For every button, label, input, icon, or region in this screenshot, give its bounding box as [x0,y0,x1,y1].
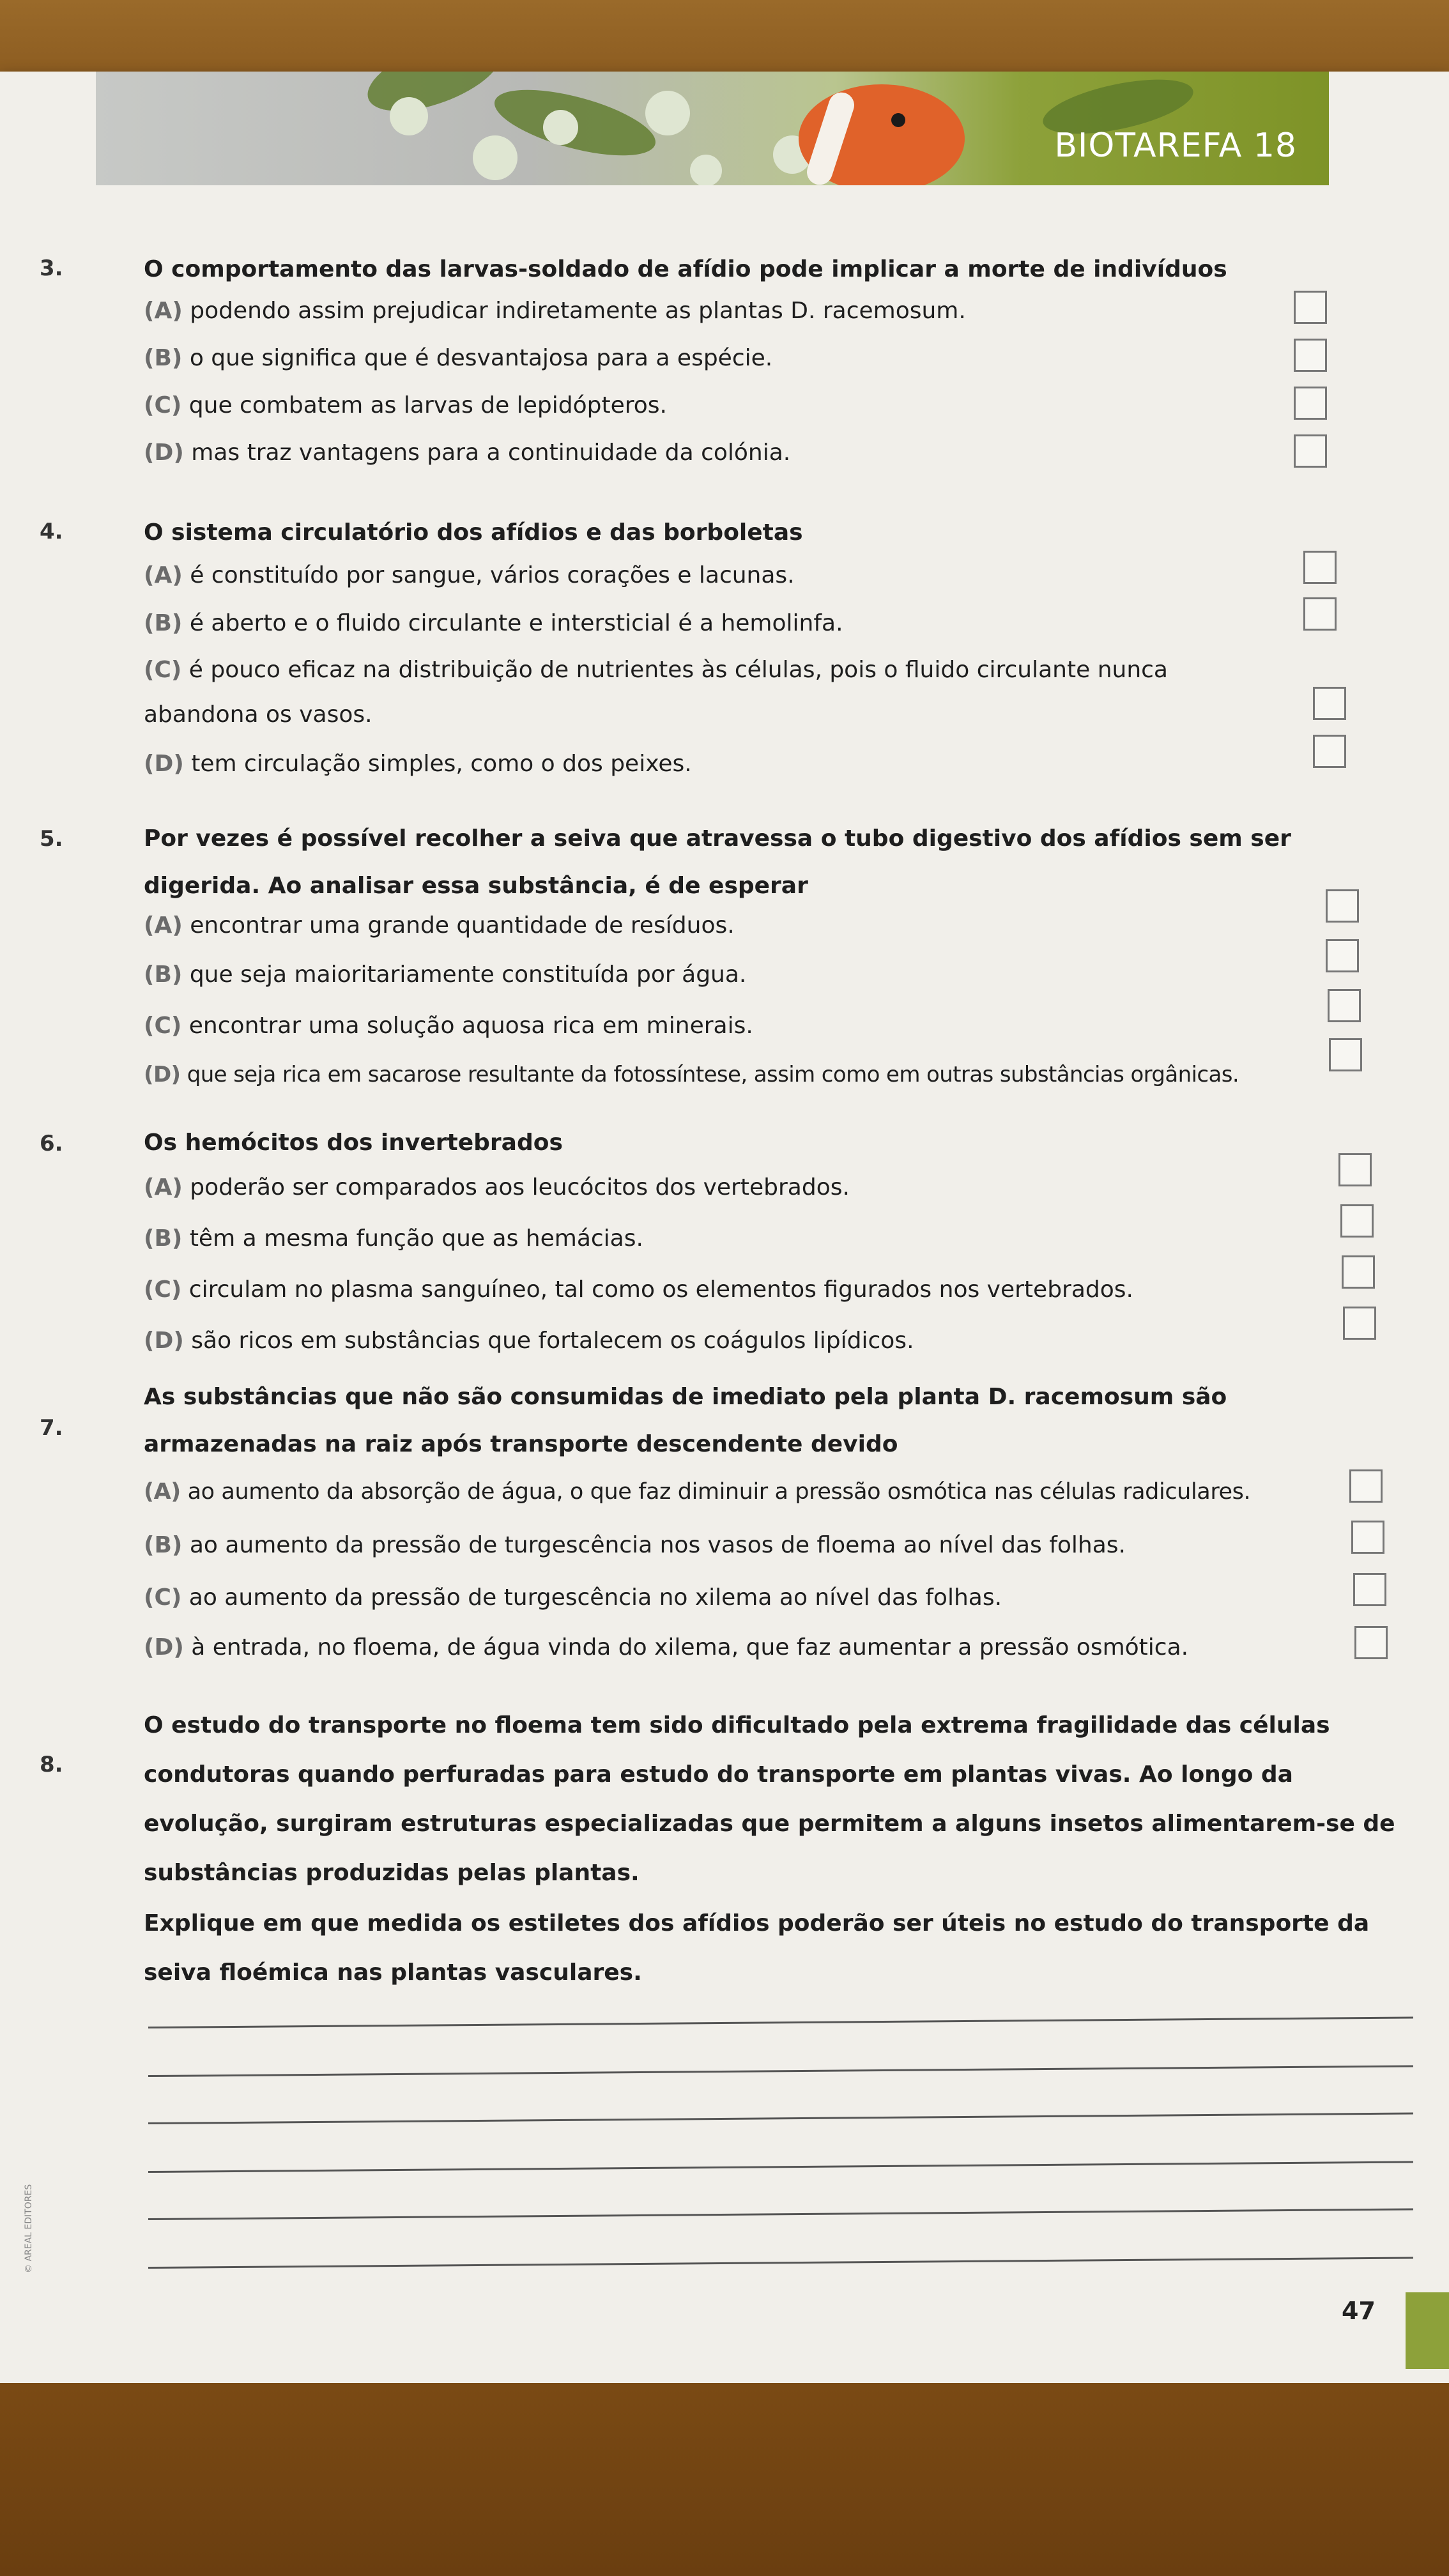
option-text: encontrar uma solução aquosa rica em minerais. [188,1013,753,1039]
option-text: à entrada, no floema, de água vinda do xilema, que faz aumentar a pressão osmótica. [191,1634,1189,1660]
option-text: mas traz vantagens para a continuidade da colónia. [191,440,791,466]
leaf-decoration [358,72,510,126]
option-label: (D) [144,751,184,777]
option-label: (B) [144,1225,183,1252]
option-label: (D) [144,1634,184,1660]
question-number: 6. [40,1131,63,1156]
answer-checkbox[interactable] [1303,551,1337,584]
question-prompt: Explique em que medida os estiletes dos afídios poderão ser úteis no estudo do transporte da seiva floémica nas plantas vasculares. [144,1910,1370,1986]
option-label: (A) [144,912,183,939]
option-label: (C) [144,1276,182,1303]
question-stem: Os hemócitos dos invertebrados [144,1130,563,1156]
option-b[interactable] [144,345,772,371]
bead-decoration [543,110,578,145]
question-number: 7. [40,1415,63,1441]
option-text: são ricos em substâncias que fortalecem os coágulos lipídicos. [191,1328,914,1354]
question-stem: As substâncias que não são consumidas de imediato pela planta D. racemosum são armazenadas na raiz após transporte descendente devido [144,1384,1227,1457]
option-text: ao aumento da pressão de turgescência no xilema ao nível das folhas. [188,1584,1002,1611]
option-c[interactable] [144,648,1268,737]
option-label: (A) [144,298,183,324]
option-b[interactable] [144,1532,1126,1558]
option-label: (C) [144,1584,182,1611]
option-label: (B) [144,1532,183,1558]
question-stem: O comportamento das larvas-soldado de afídio pode implicar a morte de indivíduos [144,256,1227,282]
option-a[interactable] [144,1479,1250,1505]
option-c[interactable] [144,1013,753,1039]
option-label: (D) [144,1062,181,1087]
option-d[interactable] [144,440,790,466]
option-text: circulam no plasma sanguíneo, tal como os elementos figurados nos vertebrados. [188,1276,1133,1303]
answer-checkbox[interactable] [1351,1521,1384,1554]
question-number: 3. [40,256,63,281]
option-label: (D) [144,440,184,466]
answer-checkbox[interactable] [1294,387,1327,420]
answer-checkbox[interactable] [1294,291,1327,324]
bead-decoration [645,91,690,135]
answer-checkbox[interactable] [1343,1307,1376,1340]
option-d[interactable] [144,1328,914,1354]
option-text: poderão ser comparados aos leucócitos dos vertebrados. [190,1174,850,1200]
option-text: que combatem as larvas de lepidópteros. [188,392,667,418]
publisher-credit: © AREAL EDITORES [24,2184,34,2273]
option-text: é aberto e o fluido circulante e intersticial é a hemolinfa. [189,610,843,636]
option-text: o que significa que é desvantajosa para a espécie. [189,345,773,371]
option-a[interactable] [144,912,735,939]
option-b[interactable] [144,1225,643,1252]
option-label: (C) [144,1013,182,1039]
table-surface-bottom [0,2383,1449,2576]
option-label: (A) [144,1479,181,1505]
question-stem: O estudo do transporte no floema tem sido dificultado pela extrema fragilidade das células condutoras quando perfuradas para estudo do transporte em plantas vivas. Ao longo da evolução, surgiram estruturas especializadas que permitem a alguns insetos alimentarem-se de substâncias produzidas pelas plantas. [144,1712,1395,1886]
option-label: (C) [144,392,182,418]
bead-decoration [473,135,518,180]
answer-checkbox[interactable] [1294,339,1327,372]
option-label: (C) [144,657,182,683]
answer-checkbox[interactable] [1354,1626,1388,1659]
option-text: ao aumento da pressão de turgescência nos vasos de floema ao nível das folhas. [189,1532,1126,1558]
option-text: que seja maioritariamente constituída por água. [189,962,747,988]
answer-checkbox[interactable] [1313,687,1346,720]
answer-checkbox[interactable] [1349,1469,1383,1503]
question-number: 5. [40,826,63,852]
option-label: (B) [144,610,183,636]
fish-eye [891,113,905,127]
answer-checkbox[interactable] [1338,1153,1372,1186]
option-a[interactable] [144,298,966,324]
section-title: BIOTAREFA 18 [1054,126,1297,165]
answer-checkbox[interactable] [1326,889,1359,923]
answer-checkbox[interactable] [1342,1255,1375,1289]
option-text: que seja rica em sacarose resultante da fotossíntese, assim como em outras substâncias orgânicas. [187,1062,1239,1087]
option-d[interactable] [144,1634,1188,1660]
question-number: 8. [40,1752,63,1777]
option-text: é pouco eficaz na distribuição de nutrientes às células, pois o fluido circulante nunca abandona os vasos. [144,657,1168,728]
option-d[interactable] [144,751,692,777]
page-number: 47 [1342,2297,1376,2325]
bead-decoration [690,155,722,185]
answer-checkbox[interactable] [1329,1038,1362,1071]
option-b[interactable] [144,962,746,988]
option-text: podendo assim prejudicar indiretamente as plantas D. racemosum. [190,298,966,324]
answer-checkbox[interactable] [1313,735,1346,768]
option-c[interactable] [144,392,667,418]
option-label: (A) [144,1174,183,1200]
page-tab-marker [1406,2292,1449,2369]
header-banner [96,72,1329,185]
option-text: é constituído por sangue, vários corações e lacunas. [190,562,795,588]
answer-checkbox[interactable] [1340,1204,1374,1238]
option-text: ao aumento da absorção de água, o que faz diminuir a pressão osmótica nas células radiculares. [187,1479,1251,1505]
answer-checkbox[interactable] [1353,1573,1386,1606]
option-a[interactable] [144,1174,850,1200]
option-text: têm a mesma função que as hemácias. [189,1225,643,1252]
option-label: (B) [144,345,183,371]
answer-checkbox[interactable] [1326,939,1359,972]
option-c[interactable] [144,1276,1133,1303]
option-text: encontrar uma grande quantidade de resíduos. [190,912,735,939]
option-b[interactable] [144,610,843,636]
bead-decoration [390,97,428,135]
option-label: (A) [144,562,183,588]
option-label: (D) [144,1328,184,1354]
option-text: tem circulação simples, como o dos peixes. [191,751,692,777]
option-label: (B) [144,962,183,988]
answer-checkbox[interactable] [1294,434,1327,468]
question-stem: Por vezes é possível recolher a seiva que atravessa o tubo digestivo dos afídios sem ser digerida. Ao analisar essa substância, é de esperar [144,825,1291,899]
option-c[interactable] [144,1584,1002,1611]
question-stem: O sistema circulatório dos afídios e das borboletas [144,519,803,546]
option-d[interactable] [144,1062,1239,1087]
answer-checkbox[interactable] [1328,989,1361,1022]
question-number: 4. [40,519,63,544]
option-a[interactable] [144,562,795,588]
answer-checkbox[interactable] [1303,597,1337,631]
